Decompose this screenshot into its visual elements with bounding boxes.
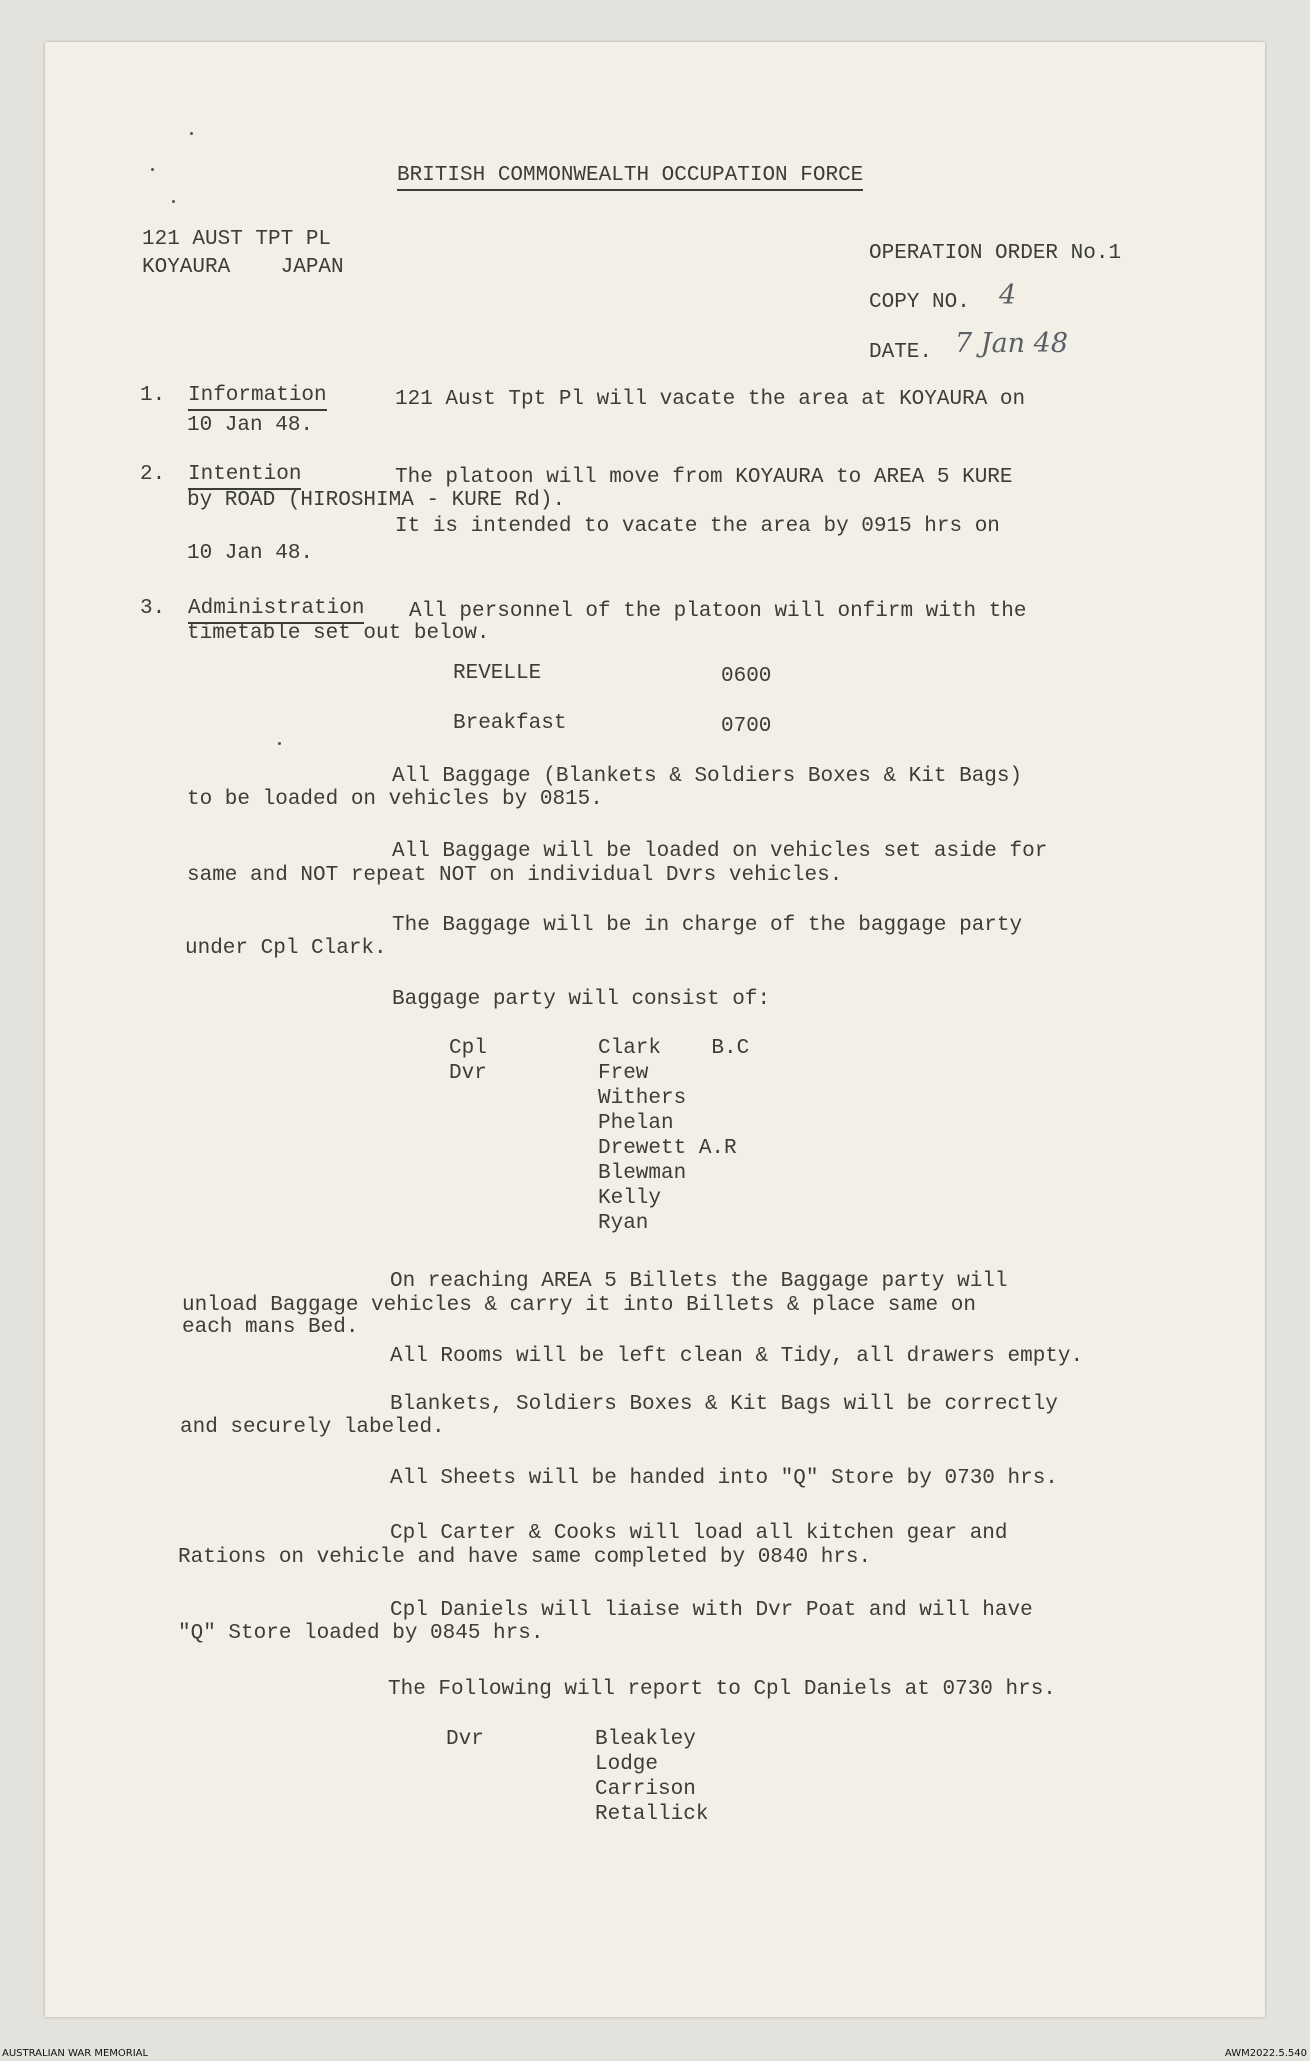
section-heading: Information [188, 384, 327, 411]
party-member: Withers [598, 1087, 687, 1110]
paragraph-line: All Baggage will be loaded on vehicles set aside for [392, 840, 1048, 863]
party-member: Lodge [595, 1753, 659, 1776]
date-label: DATE. [869, 341, 933, 364]
rank-label: Dvr [449, 1062, 487, 1085]
section-text: The platoon will move from KOYAURA to AREA 5 KURE [395, 466, 1013, 489]
party-member: Kelly [598, 1187, 662, 1210]
section-text: timetable set out below. [187, 622, 490, 645]
paragraph-line: Cpl Daniels will liaise with Dvr Poat and will have [390, 1599, 1033, 1622]
party-member: Bleakley [595, 1728, 696, 1751]
paragraph-line: unload Baggage vehicles & carry it into Billets & place same on [182, 1294, 976, 1317]
section-number: 1. [140, 384, 166, 407]
copy-number-handwritten: 4 [999, 280, 1017, 311]
party-member: Ryan [598, 1212, 649, 1235]
section-number: 3. [140, 597, 166, 620]
section-heading: Administration [188, 597, 364, 624]
document-title: BRITISH COMMONWEALTH OCCUPATION FORCE [397, 164, 863, 191]
paragraph-line: "Q" Store loaded by 0845 hrs. [178, 1622, 544, 1645]
paragraph-line: All Rooms will be left clean & Tidy, all drawers empty. [390, 1345, 1084, 1368]
paragraph-line: each mans Bed. [182, 1316, 359, 1339]
unit-location: KOYAURA JAPAN [142, 256, 344, 279]
paragraph-line: under Cpl Clark. [185, 937, 387, 960]
paper-speck [190, 132, 193, 135]
paragraph-line: Cpl Carter & Cooks will load all kitchen gear and [390, 1522, 1008, 1545]
operation-order-label: OPERATION ORDER No.1 [869, 242, 1122, 265]
party-member: Drewett A.R [598, 1137, 737, 1160]
section-text: 121 Aust Tpt Pl will vacate the area at KOYAURA on [395, 388, 1026, 411]
paragraph-line: The Baggage will be in charge of the baggage party [392, 914, 1023, 937]
section-heading: Intention [188, 463, 301, 490]
paragraph-line: On reaching AREA 5 Billets the Baggage party will [390, 1270, 1008, 1293]
section-text: 10 Jan 48. [187, 542, 314, 565]
party-member: Frew [598, 1062, 649, 1085]
document-page [45, 42, 1265, 2017]
paragraph-line: All Baggage (Blankets & Soldiers Boxes & Kit Bags) [392, 765, 1023, 788]
timetable-event: REVELLE [453, 662, 542, 685]
section-text: 10 Jan 48. [187, 414, 314, 437]
party-member: Phelan [598, 1112, 674, 1135]
party-member: Retallick [595, 1803, 709, 1826]
timetable-time: 0600 [721, 665, 772, 688]
paper-speck [151, 168, 154, 171]
date-handwritten: 7 Jan 48 [955, 328, 1069, 359]
rank-label: Dvr [446, 1728, 484, 1751]
paper-speck [278, 742, 281, 745]
rank-label: Cpl [449, 1037, 487, 1060]
party-member: Clark B.C [598, 1037, 750, 1060]
party-member: Blewman [598, 1162, 687, 1185]
party-member: Carrison [595, 1778, 696, 1801]
paragraph-line: and securely labeled. [180, 1416, 445, 1439]
section-text: It is intended to vacate the area by 0915 hrs on [395, 515, 1000, 538]
paragraph-line: Blankets, Soldiers Boxes & Kit Bags will be correctly [390, 1393, 1058, 1416]
timetable-time: 0700 [721, 715, 772, 738]
paragraph-line: The Following will report to Cpl Daniels at 0730 hrs. [388, 1678, 1056, 1701]
section-text: by ROAD (HIROSHIMA - KURE Rd). [187, 489, 566, 512]
footer-accession-number: AWM2022.5.540 [1224, 2048, 1307, 2059]
section-text: All personnel of the platoon will onfirm with the [409, 600, 1027, 623]
paragraph-line: All Sheets will be handed into "Q" Store by 0730 hrs. [390, 1467, 1058, 1490]
section-number: 2. [140, 463, 166, 486]
paragraph-line: same and NOT repeat NOT on individual Dvrs vehicles. [187, 864, 843, 887]
paragraph-line: Rations on vehicle and have same completed by 0840 hrs. [178, 1546, 872, 1569]
copy-label: COPY NO. [869, 291, 970, 314]
timetable-event: Breakfast [453, 712, 567, 735]
party-intro: Baggage party will consist of: [392, 988, 771, 1011]
paragraph-line: to be loaded on vehicles by 0815. [187, 788, 603, 811]
unit-name: 121 AUST TPT PL [142, 228, 332, 251]
paper-speck [172, 200, 175, 203]
footer-credit: AUSTRALIAN WAR MEMORIAL [2, 2048, 149, 2059]
